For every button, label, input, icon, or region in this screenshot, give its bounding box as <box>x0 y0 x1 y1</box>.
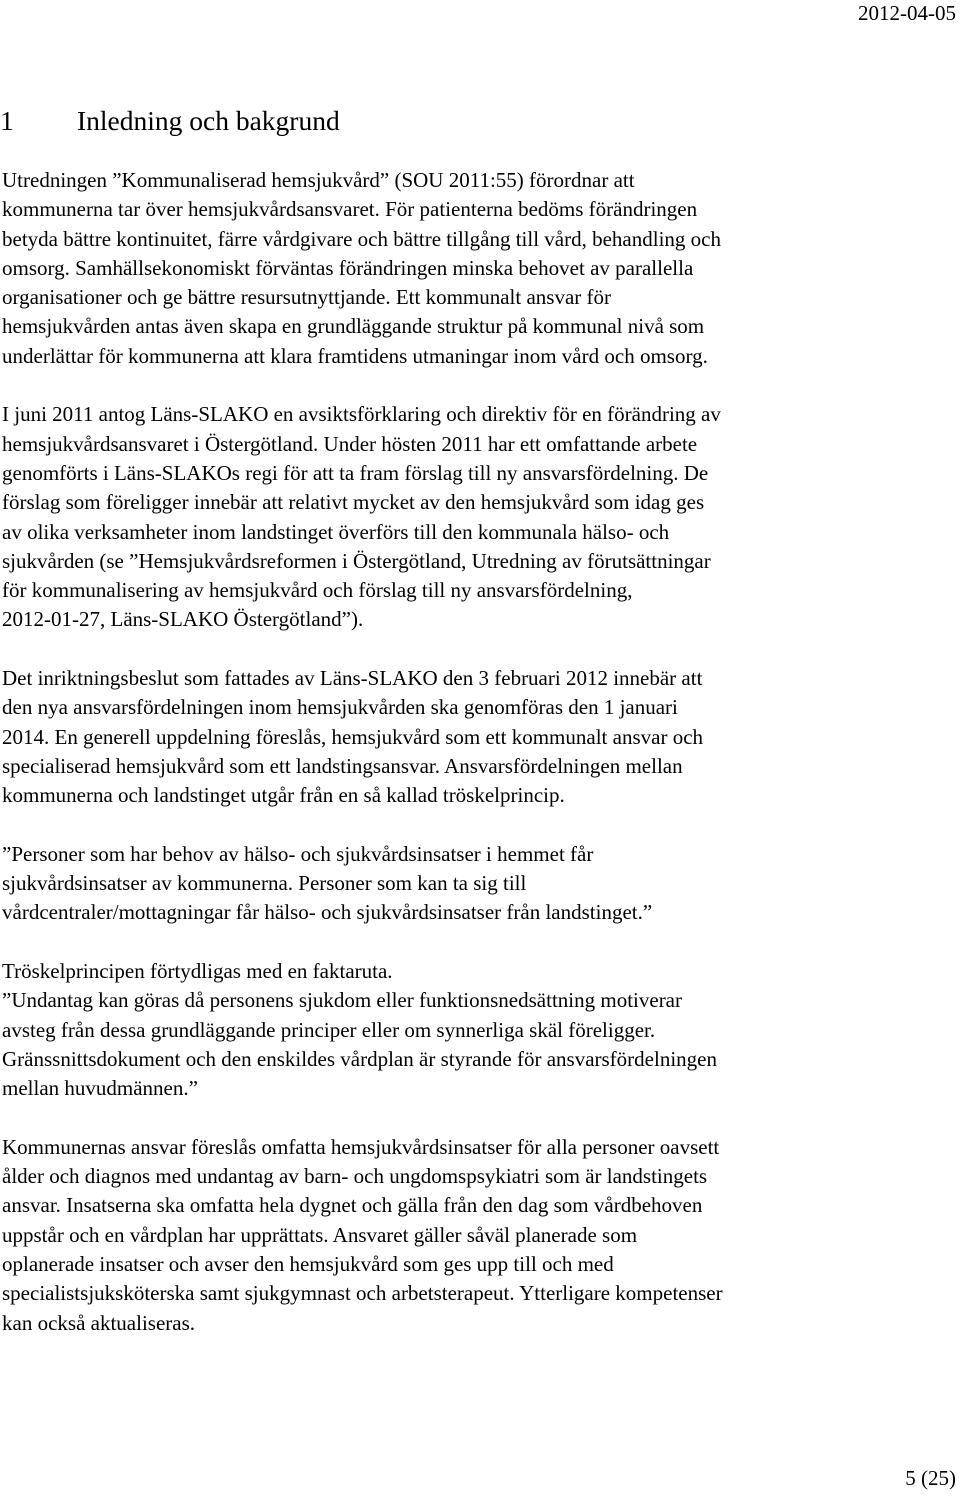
text-line: sjukvården (se ”Hemsjukvårdsreformen i Östergötland, Utredning av förutsättningar <box>2 548 711 573</box>
paragraph <box>2 400 902 634</box>
section-heading <box>0 104 340 138</box>
text-line: ålder och diagnos med undantag av barn- och ungdomspsykiatri som är landstingets <box>2 1164 708 1189</box>
text-line: kan också aktualiseras. <box>2 1310 196 1335</box>
text-line: ansvar. Insatserna ska omfatta hela dygnet och gälla från den dag som vårdbehoven <box>2 1193 703 1218</box>
text-line: ”Personer som har behov av hälso- och sjukvårdsinsatser i hemmet får <box>2 841 594 866</box>
text-line: ”Undantag kan göras då personens sjukdom eller funktionsnedsättning motiverar <box>2 988 682 1013</box>
text-line: Tröskelprincipen förtydligas med en faktaruta. <box>2 959 393 984</box>
section-title: Inledning och bakgrund <box>77 105 340 136</box>
document-body <box>2 166 902 1338</box>
paragraph-gap <box>2 371 902 400</box>
paragraph-gap <box>2 811 902 840</box>
section-number: 1 <box>0 105 14 136</box>
text-line: av olika verksamheter inom landstinget överförs till den kommunala hälso- och <box>2 519 670 544</box>
text-line: specialistsjuksköterska samt sjukgymnast och arbetsterapeut. Ytterligare kompetenser <box>2 1281 723 1306</box>
text-line: specialiserad hemsjukvård som ett landstingsansvar. Ansvarsfördelningen mellan <box>2 753 683 778</box>
text-line: organisationer och ge bättre resursutnyttjande. Ett kommunalt ansvar för <box>2 285 612 310</box>
text-line: underlättar för kommunerna att klara framtidens utmaningar inom vård och omsorg. <box>2 343 708 368</box>
text-line: avsteg från dessa grundläggande principer eller om synnerliga skäl föreligger. <box>2 1017 656 1042</box>
text-line: för kommunalisering av hemsjukvård och förslag till ny ansvarsfördelning, <box>2 578 633 603</box>
text-line: kommunerna och landstinget utgår från en så kallad tröskelprincip. <box>2 783 565 808</box>
text-line: oplanerade insatser och avser den hemsjukvård som ges upp till och med <box>2 1251 614 1276</box>
paragraph <box>2 840 902 928</box>
text-line: hemsjukvården antas även skapa en grundläggande struktur på kommunal nivå som <box>2 314 705 339</box>
text-line: 2014. En generell uppdelning föreslås, hemsjukvård som ett kommunalt ansvar och <box>2 724 704 749</box>
paragraph <box>2 957 902 1103</box>
paragraph <box>2 166 902 371</box>
paragraph-gap <box>2 928 902 957</box>
text-line: hemsjukvårdsansvaret i Östergötland. Under hösten 2011 har ett omfattande arbete <box>2 431 698 456</box>
paragraph-gap <box>2 1104 902 1133</box>
text-line: den nya ansvarsfördelningen inom hemsjukvården ska genomföras den 1 januari <box>2 695 678 720</box>
text-line: Kommunernas ansvar föreslås omfatta hemsjukvårdsinsatser för alla personer oavsett <box>2 1134 720 1159</box>
paragraph <box>2 1133 902 1338</box>
text-line: Det inriktningsbeslut som fattades av Läns-SLAKO den 3 februari 2012 innebär att <box>2 666 703 691</box>
text-line: I juni 2011 antog Läns-SLAKO en avsiktsförklaring och direktiv för en förändring av <box>2 402 721 427</box>
text-line: omsorg. Samhällsekonomiskt förväntas förändringen minska behovet av parallella <box>2 255 694 280</box>
text-line: genomförts i Läns-SLAKOs regi för att ta fram förslag till ny ansvarsfördelning. De <box>2 460 709 485</box>
page-number: 5 (25) <box>905 1466 956 1490</box>
text-line: kommunerna tar över hemsjukvårdsansvaret. För patienterna bedöms förändringen <box>2 197 698 222</box>
text-line: 2012-01-27, Läns-SLAKO Östergötland”). <box>2 607 364 632</box>
text-line: Utredningen ”Kommunaliserad hemsjukvård” (SOU 2011:55) förordnar att <box>2 168 635 192</box>
paragraph-gap <box>2 635 902 664</box>
text-line: förslag som föreligger innebär att relativt mycket av den hemsjukvård som idag ges <box>2 490 705 515</box>
text-line: vårdcentraler/mottagningar får hälso- och sjukvårdsinsatser från landstinget.” <box>2 900 653 925</box>
paragraph <box>2 664 902 810</box>
text-line: betyda bättre kontinuitet, färre vårdgivare och bättre tillgång till vård, behandling och <box>2 226 721 251</box>
text-line: mellan huvudmännen.” <box>2 1076 198 1101</box>
text-line: Gränssnittsdokument och den enskildes vårdplan är styrande för ansvarsfördelningen <box>2 1046 717 1071</box>
text-line: uppstår och en vårdplan har upprättats. Ansvaret gäller såväl planerade som <box>2 1222 638 1247</box>
text-line: sjukvårdsinsatser av kommunerna. Personer som kan ta sig till <box>2 871 527 896</box>
header-date: 2012-04-05 <box>858 1 956 25</box>
